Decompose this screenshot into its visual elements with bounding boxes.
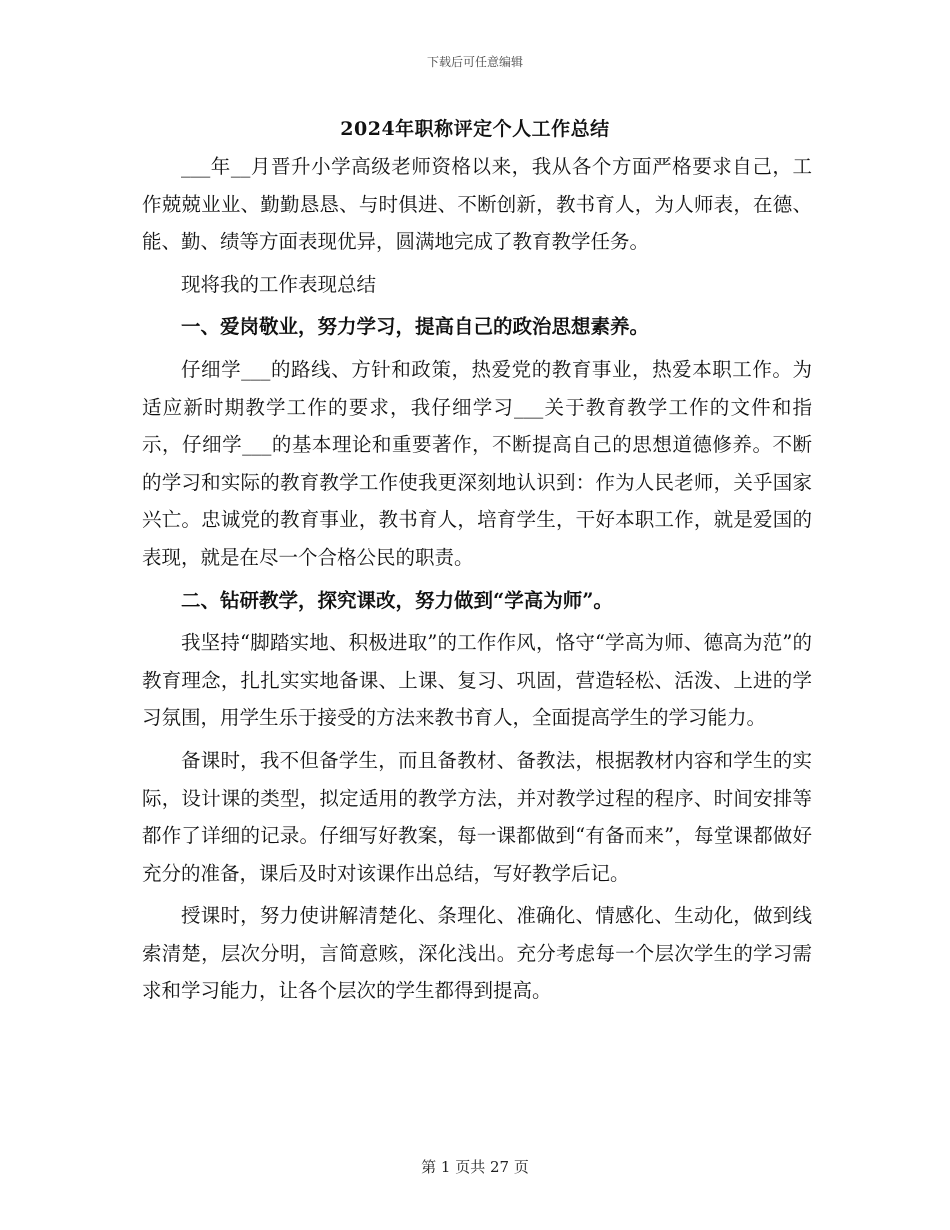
section-heading-2: 二、钻研教学，探究课改，努力做到“学高为师”。 [181,588,613,612]
intro-paragraph: ___年__月晋升小学高级老师资格以来，我从各个方面严格要求自己，工作兢兢业业、勤勤恳恳、与时俱进、不断创新，教书育人，为人师表，在德、能、勤、绩等方面表现优异，圆满地完成了教育教学任务。 [142,155,812,254]
page-footer: 第 1 页共 27 页 [421,1158,529,1176]
page-header-note: 下载后可任意编辑 [426,55,523,69]
section-2-paragraph-3: 授课时，努力使讲解清楚化、条理化、准确化、情感化、生动化，做到线索清楚，层次分明，言简意赅，深化浅出。充分考虑每一个层次学生的学习需求和学习能力，让各个层次的学生都得到提高。 [142,904,812,1003]
section-2-paragraph-2: 备课时，我不但备学生，而且备教材、备教法，根据教材内容和学生的实际，设计课的类型，拟定适用的教学方法，并对教学过程的程序、时间安排等都作了详细的记录。仔细写好教案，每一课都做到“有备而来”，每堂课都做好充分的准备，课后及时对该课作出总结，写好教学后记。 [142,748,812,885]
summary-lead-paragraph: 现将我的工作表现总结 [181,272,377,296]
section-2-paragraph-1: 我坚持“脚踏实地、积极进取”的工作作风，恪守“学高为师、德高为范”的教育理念，扎扎实实地备课、上课、复习、巩固，营造轻松、活泼、上进的学习氛围，用学生乐于接受的方法来教书育人，全面提高学生的学习能力。 [142,631,812,730]
section-1-paragraph: 仔细学___的路线、方针和政策，热爱党的教育事业，热爱本职工作。为适应新时期教学工作的要求，我仔细学习___关于教育教学工作的文件和指示，仔细学___的基本理论和重要著作，不断提高自己的思想道德修养。不断的学习和实际的教育教学工作使我更深刻地认识到：作为人民老师，关乎国家兴亡。忠诚党的教育事业，教书育人，培育学生，干好本职工作，就是爱国的表现，就是在尽一个合格公民的职责。 [142,357,812,569]
document-title: 2024年职称评定个人工作总结 [340,118,610,140]
document-body [142,148,812,1010]
section-heading-1: 一、爱岗敬业，努力学习，提高自己的政治思想素养。 [181,315,650,339]
